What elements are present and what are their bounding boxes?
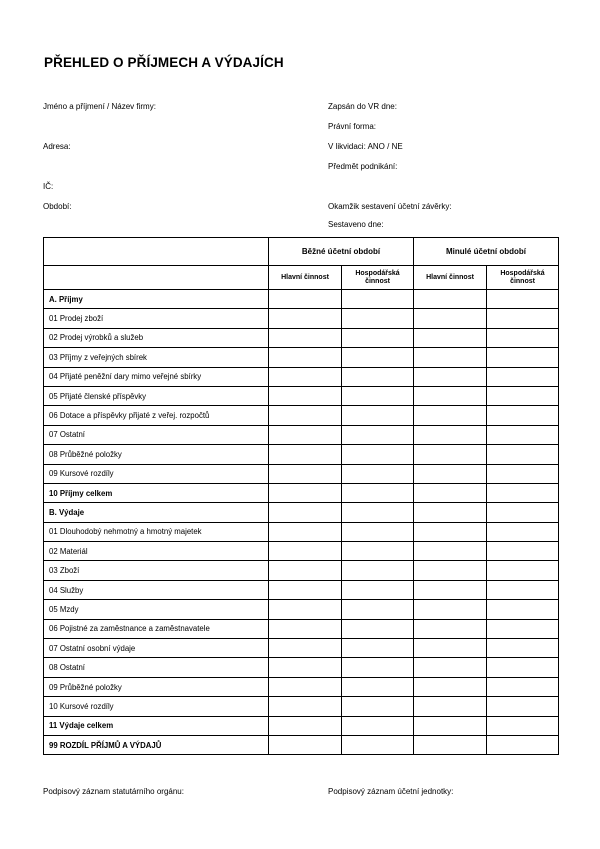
value-cell[interactable] — [269, 561, 342, 580]
value-cell[interactable] — [487, 697, 559, 716]
value-cell[interactable] — [487, 483, 559, 502]
value-cell[interactable] — [487, 716, 559, 735]
table-row — [44, 716, 559, 735]
value-cell[interactable] — [342, 445, 414, 464]
period-label: Období: — [43, 202, 72, 211]
value-cell[interactable] — [487, 639, 559, 658]
value-cell[interactable] — [269, 386, 342, 405]
value-cell[interactable] — [487, 445, 559, 464]
value-cell[interactable] — [487, 561, 559, 580]
value-cell[interactable] — [487, 735, 559, 754]
value-cell[interactable] — [414, 290, 487, 309]
value-cell[interactable] — [414, 503, 487, 522]
value-cell[interactable] — [487, 677, 559, 696]
moment-label: Okamžik sestavení účetní závěrky: — [328, 202, 452, 211]
table-row — [44, 677, 559, 696]
current-economic-activity-header: Hospodářská činnost — [342, 266, 414, 290]
row-label: 09 Kursové rozdíly — [44, 464, 269, 483]
row-label: B. Výdaje — [44, 503, 269, 522]
value-cell[interactable] — [342, 522, 414, 541]
value-cell[interactable] — [342, 735, 414, 754]
row-label: A. Příjmy — [44, 290, 269, 309]
table-row — [44, 600, 559, 619]
value-cell[interactable] — [414, 542, 487, 561]
value-cell[interactable] — [342, 406, 414, 425]
value-cell[interactable] — [414, 348, 487, 367]
value-cell[interactable] — [342, 425, 414, 444]
value-cell[interactable] — [342, 367, 414, 386]
value-cell[interactable] — [269, 716, 342, 735]
value-cell[interactable] — [487, 503, 559, 522]
value-cell[interactable] — [269, 328, 342, 347]
value-cell[interactable] — [487, 522, 559, 541]
value-cell[interactable] — [269, 542, 342, 561]
row-label: 11 Výdaje celkem — [44, 716, 269, 735]
name-label: Jméno a příjmení / Název firmy: — [43, 102, 156, 111]
value-cell[interactable] — [269, 425, 342, 444]
previous-economic-activity-header: Hospodářská činnost — [487, 266, 559, 290]
value-cell[interactable] — [414, 464, 487, 483]
value-cell[interactable] — [342, 348, 414, 367]
table-subheader-row — [44, 266, 559, 290]
value-cell[interactable] — [269, 580, 342, 599]
table-row — [44, 580, 559, 599]
value-cell[interactable] — [487, 309, 559, 328]
current-main-activity-header: Hlavní činnost — [269, 266, 342, 290]
value-cell[interactable] — [269, 309, 342, 328]
value-cell[interactable] — [414, 619, 487, 638]
previous-period-header: Minulé účetní období — [414, 238, 559, 266]
value-cell[interactable] — [342, 290, 414, 309]
value-cell[interactable] — [414, 445, 487, 464]
row-label: 01 Prodej zboží — [44, 309, 269, 328]
value-cell[interactable] — [414, 328, 487, 347]
value-cell[interactable] — [342, 328, 414, 347]
row-label: 09 Průběžné položky — [44, 677, 269, 696]
income-expense-table — [43, 237, 559, 755]
business-label: Předmět podnikání: — [328, 162, 398, 171]
table-row — [44, 542, 559, 561]
value-cell[interactable] — [269, 619, 342, 638]
value-cell[interactable] — [269, 735, 342, 754]
table-row — [44, 522, 559, 541]
value-cell[interactable] — [342, 580, 414, 599]
row-label: 10 Kursové rozdíly — [44, 697, 269, 716]
value-cell[interactable] — [269, 600, 342, 619]
table-row — [44, 328, 559, 347]
value-cell[interactable] — [414, 522, 487, 541]
value-cell[interactable] — [342, 483, 414, 502]
value-cell[interactable] — [342, 677, 414, 696]
row-label: 06 Dotace a příspěvky přijaté z veřej. rozpočtů — [44, 406, 269, 425]
legal-form-label: Právní forma: — [328, 122, 377, 131]
row-label: 04 Přijaté peněžní dary mimo veřejné sbírky — [44, 367, 269, 386]
value-cell[interactable] — [414, 716, 487, 735]
table-row — [44, 561, 559, 580]
table-row — [44, 406, 559, 425]
row-label: 06 Pojistné za zaměstnance a zaměstnavatele — [44, 619, 269, 638]
subheader-empty-cell — [44, 266, 269, 290]
value-cell[interactable] — [487, 658, 559, 677]
compiled-label: Sestaveno dne: — [328, 220, 384, 229]
table-row — [44, 348, 559, 367]
value-cell[interactable] — [342, 309, 414, 328]
ic-label: IČ: — [43, 182, 54, 191]
value-cell[interactable] — [414, 561, 487, 580]
table-row — [44, 483, 559, 502]
row-label: 10 Příjmy celkem — [44, 483, 269, 502]
value-cell[interactable] — [487, 464, 559, 483]
statutory-signature-label: Podpisový záznam statutárního orgánu: — [43, 787, 184, 796]
value-cell[interactable] — [487, 600, 559, 619]
value-cell[interactable] — [487, 367, 559, 386]
table-row — [44, 619, 559, 638]
row-label: 03 Příjmy z veřejných sbírek — [44, 348, 269, 367]
value-cell[interactable] — [414, 677, 487, 696]
value-cell[interactable] — [269, 639, 342, 658]
table-row — [44, 658, 559, 677]
current-period-header: Běžné účetní období — [269, 238, 414, 266]
value-cell[interactable] — [487, 348, 559, 367]
row-label: 02 Prodej výrobků a služeb — [44, 328, 269, 347]
value-cell[interactable] — [342, 658, 414, 677]
row-label: 08 Ostatní — [44, 658, 269, 677]
table-row — [44, 464, 559, 483]
value-cell[interactable] — [342, 561, 414, 580]
table-header-row — [44, 238, 559, 266]
value-cell[interactable] — [269, 348, 342, 367]
value-cell[interactable] — [269, 290, 342, 309]
value-cell[interactable] — [269, 697, 342, 716]
value-cell[interactable] — [414, 697, 487, 716]
value-cell[interactable] — [414, 386, 487, 405]
table-row — [44, 639, 559, 658]
table-row — [44, 445, 559, 464]
value-cell[interactable] — [269, 445, 342, 464]
table-row — [44, 735, 559, 754]
value-cell[interactable] — [414, 658, 487, 677]
header-empty-cell — [44, 238, 269, 266]
row-label: 07 Ostatní — [44, 425, 269, 444]
value-cell[interactable] — [487, 580, 559, 599]
table-row — [44, 425, 559, 444]
value-cell[interactable] — [342, 386, 414, 405]
row-label: 99 ROZDÍL PŘÍJMŮ A VÝDAJŮ — [44, 735, 269, 754]
address-label: Adresa: — [43, 142, 71, 151]
value-cell[interactable] — [414, 600, 487, 619]
row-label: 01 Dlouhodobý nehmotný a hmotný majetek — [44, 522, 269, 541]
previous-main-activity-header: Hlavní činnost — [414, 266, 487, 290]
value-cell[interactable] — [269, 503, 342, 522]
value-cell[interactable] — [414, 735, 487, 754]
value-cell[interactable] — [269, 367, 342, 386]
table-row — [44, 290, 559, 309]
row-label: 05 Mzdy — [44, 600, 269, 619]
value-cell[interactable] — [342, 464, 414, 483]
value-cell[interactable] — [487, 425, 559, 444]
value-cell[interactable] — [342, 542, 414, 561]
value-cell[interactable] — [414, 639, 487, 658]
value-cell[interactable] — [414, 309, 487, 328]
value-cell[interactable] — [487, 386, 559, 405]
value-cell[interactable] — [342, 503, 414, 522]
row-label: 08 Průběžné položky — [44, 445, 269, 464]
value-cell[interactable] — [487, 290, 559, 309]
row-label: 02 Materiál — [44, 542, 269, 561]
row-label: 07 Ostatní osobní výdaje — [44, 639, 269, 658]
value-cell[interactable] — [269, 483, 342, 502]
value-cell[interactable] — [342, 639, 414, 658]
value-cell[interactable] — [414, 483, 487, 502]
value-cell[interactable] — [487, 328, 559, 347]
table-row — [44, 697, 559, 716]
value-cell[interactable] — [269, 677, 342, 696]
row-label: 05 Přijaté členské příspěvky — [44, 386, 269, 405]
value-cell[interactable] — [269, 658, 342, 677]
value-cell[interactable] — [269, 464, 342, 483]
value-cell[interactable] — [269, 522, 342, 541]
table-row — [44, 309, 559, 328]
value-cell[interactable] — [342, 619, 414, 638]
row-label: 04 Služby — [44, 580, 269, 599]
liquidation-label: V likvidaci: ANO / NE — [328, 142, 403, 151]
value-cell[interactable] — [414, 580, 487, 599]
value-cell[interactable] — [342, 697, 414, 716]
page-title: PŘEHLED O PŘÍJMECH A VÝDAJÍCH — [44, 55, 284, 70]
value-cell[interactable] — [487, 542, 559, 561]
value-cell[interactable] — [342, 600, 414, 619]
table-row — [44, 367, 559, 386]
accounting-signature-label: Podpisový záznam účetní jednotky: — [328, 787, 454, 796]
value-cell[interactable] — [487, 619, 559, 638]
table-row — [44, 503, 559, 522]
value-cell[interactable] — [414, 425, 487, 444]
registered-label: Zapsán do VR dne: — [328, 102, 397, 111]
value-cell[interactable] — [414, 367, 487, 386]
table-row — [44, 386, 559, 405]
value-cell[interactable] — [269, 406, 342, 425]
value-cell[interactable] — [414, 406, 487, 425]
value-cell[interactable] — [487, 406, 559, 425]
table-body — [44, 290, 559, 755]
row-label: 03 Zboží — [44, 561, 269, 580]
value-cell[interactable] — [342, 716, 414, 735]
